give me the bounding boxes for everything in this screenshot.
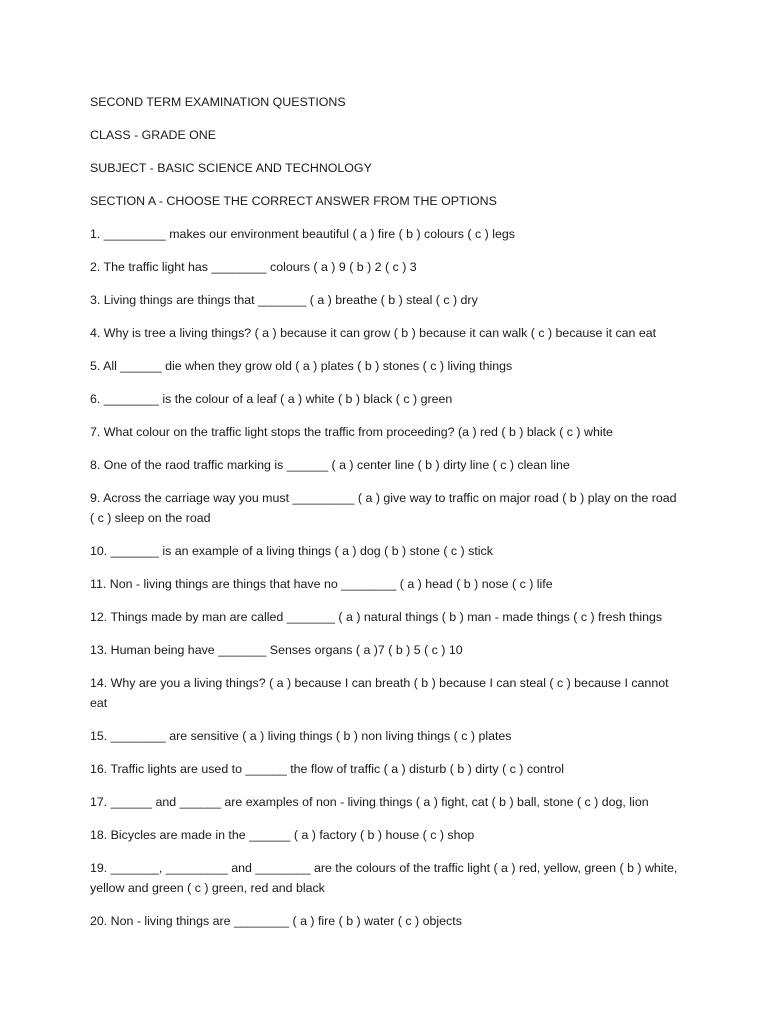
question-1: 1. _________ makes our environment beautiful ( a ) fire ( b ) colours ( c ) legs — [90, 227, 515, 241]
question-15: 15. ________ are sensitive ( a ) living things ( b ) non living things ( c ) plates — [90, 729, 512, 743]
question-13: 13. Human being have _______ Senses organs ( a )7 ( b ) 5 ( c ) 10 — [90, 643, 463, 657]
question-12: 12. Things made by man are called _______ ( a ) natural things ( b ) man - made things ( c ) fresh things — [90, 610, 663, 624]
question-19: 19. _______, _________ and ________ are the colours of the traffic light ( a ) red, yellow, green ( b ) white, yellow and green ( c ) green, red and black — [90, 861, 678, 895]
section-heading: SECTION A - CHOOSE THE CORRECT ANSWER FROM THE OPTIONS — [90, 194, 497, 208]
question-6: 6. ________ is the colour of a leaf ( a ) white ( b ) black ( c ) green — [90, 392, 453, 406]
question-5: 5. All ______ die when they grow old ( a ) plates ( b ) stones ( c ) living things — [90, 359, 513, 373]
class-line: CLASS - GRADE ONE — [90, 128, 216, 142]
question-18: 18. Bicycles are made in the ______ ( a ) factory ( b ) house ( c ) shop — [90, 828, 475, 842]
question-7: 7. What colour on the traffic light stops the traffic from proceeding? (a ) red ( b ) black ( c ) white — [90, 425, 613, 439]
question-10: 10. _______ is an example of a living things ( a ) dog ( b ) stone ( c ) stick — [90, 544, 493, 558]
question-11: 11. Non - living things are things that have no ________ ( a ) head ( b ) nose ( c ) life — [90, 577, 553, 591]
document-body — [90, 92, 680, 944]
question-14: 14. Why are you a living things? ( a ) because I can breath ( b ) because I can steal ( c ) because I cannot eat — [90, 676, 669, 710]
question-2: 2. The traffic light has ________ colours ( a ) 9 ( b ) 2 ( c ) 3 — [90, 260, 417, 274]
question-4: 4. Why is tree a living things? ( a ) because it can grow ( b ) because it can walk ( c ) because it can eat — [90, 326, 657, 340]
subject-line: SUBJECT - BASIC SCIENCE AND TECHNOLOGY — [90, 161, 372, 175]
question-17: 17. ______ and ______ are examples of non - living things ( a ) fight, cat ( b ) ball, stone ( c ) dog, lion — [90, 795, 649, 809]
question-16: 16. Traffic lights are used to ______ the flow of traffic ( a ) disturb ( b ) dirty ( c ) control — [90, 762, 565, 776]
question-3: 3. Living things are things that _______ ( a ) breathe ( b ) steal ( c ) dry — [90, 293, 478, 307]
question-9: 9. Across the carriage way you must _________ ( a ) give way to traffic on major road ( b ) play on the road ( c ) sleep on the road — [90, 491, 677, 525]
question-8: 8. One of the raod traffic marking is ______ ( a ) center line ( b ) dirty line ( c ) clean line — [90, 458, 570, 472]
question-20: 20. Non - living things are ________ ( a ) fire ( b ) water ( c ) objects — [90, 914, 462, 928]
document-title: SECOND TERM EXAMINATION QUESTIONS — [90, 95, 346, 109]
